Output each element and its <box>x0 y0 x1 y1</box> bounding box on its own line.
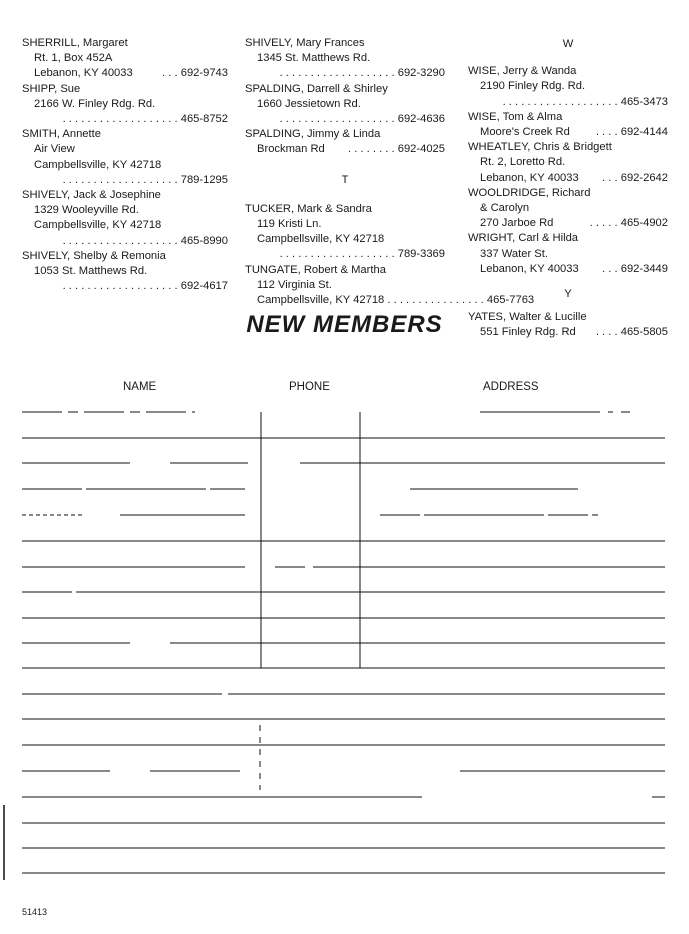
entry-phone: 465-8752 <box>180 113 228 126</box>
letter-heading-y: Y <box>564 288 572 301</box>
entry-phone: 692-4144 <box>620 126 668 139</box>
entry-phone: 465-8990 <box>180 234 228 247</box>
entry-address-phone-line: Brockman Rd . . . . . . . . 692-4025 <box>245 142 445 157</box>
entry-phone: 789-3369 <box>397 248 445 261</box>
phone-column-header: PHONE <box>289 381 330 393</box>
entry-phone: 465-7763 <box>486 294 535 307</box>
entry-phone-line: . . . . . . . . . . . . . . . . . . . 465-8990 <box>62 234 228 247</box>
entry-address-line: 119 Kristi Ln. <box>257 218 322 231</box>
entry-name: WRIGHT, Carl & Hilda <box>468 232 579 245</box>
entry-name: SPALDING, Jimmy & Linda <box>245 128 381 141</box>
entry-phone-line: . . . . . . . . . . . . . . . . . . . 692-4617 <box>62 280 228 293</box>
form-code: 51413 <box>22 907 48 917</box>
entry-address-phone-line: 270 Jarboe Rd . . . . . 465-4902 <box>468 216 668 231</box>
entry-address-line: 337 Water St. <box>480 247 548 260</box>
entry-address-line: 1053 St. Matthews Rd. <box>34 265 148 278</box>
entry-name: WISE, Jerry & Wanda <box>468 65 577 78</box>
entry-address-phone-line: Lebanon, KY 40033 . . . 692-3449 <box>468 262 668 277</box>
entry-name: TUCKER, Mark & Sandra <box>245 202 372 215</box>
entry-phone-line: . . . . . . . . . . . . . . . . . . . 789-1295 <box>62 173 228 186</box>
address-column-header: ADDRESS <box>483 381 539 393</box>
entry-phone: 465-4902 <box>620 217 668 230</box>
entry-name: WHEATLEY, Chris & Bridgett <box>468 141 612 154</box>
entry-phone: 692-3449 <box>620 262 668 275</box>
entry-address-line: Rt. 2, Loretto Rd. <box>480 156 566 169</box>
entry-address-line: 1329 Wooleyville Rd. <box>34 204 139 217</box>
entry-phone-line: . . . . . . . . . . . . . . . . . . . 692-4636 <box>279 113 445 126</box>
entry-name: YATES, Walter & Lucille <box>468 311 587 324</box>
entry-phone: 692-4025 <box>397 143 445 156</box>
letter-heading-t: T <box>341 173 349 186</box>
new-members-title: NEW MEMBERS <box>246 311 443 338</box>
entry-name: SHIVELY, Shelby & Remonia <box>22 249 166 262</box>
entry-address-phone-line: Lebanon, KY 40033 . . . 692-2642 <box>468 171 668 186</box>
entry-name: SPALDING, Darrell & Shirley <box>245 82 388 95</box>
entry-phone: 465-5805 <box>620 326 668 339</box>
entry-name: SMITH, Annette <box>22 128 101 141</box>
entry-address-phone-line: Campbellsville, KY 42718 . . . . . . . . . . . . . . . . 465-7763 <box>245 293 445 308</box>
entry-address-line: Air View <box>34 143 75 156</box>
entry-phone-line: . . . . . . . . . . . . . . . . . . . 692-3290 <box>279 67 445 80</box>
entry-phone: 692-4617 <box>180 280 228 293</box>
entry-name: SHIVELY, Mary Frances <box>245 37 365 49</box>
entry-phone: 789-1295 <box>180 173 228 186</box>
entry-phone: 692-3290 <box>397 67 445 80</box>
entry-address-line: 1345 St. Matthews Rd. <box>257 52 371 65</box>
entry-address-line: 112 Virginia St. <box>257 278 332 291</box>
entry-address-line: 2166 W. Finley Rdg. Rd. <box>34 97 156 110</box>
entry-address-line: Campbellsville, KY 42718 <box>34 219 162 232</box>
entry-address-phone-line: Lebanon, KY 40033 . . . 692-9743 <box>22 66 228 81</box>
entry-phone-line: . . . . . . . . . . . . . . . . . . . 465-3473 <box>502 95 668 108</box>
entry-address-phone-line: Moore's Creek Rd . . . . 692-4144 <box>468 125 668 140</box>
entry-phone: 692-2642 <box>620 171 668 184</box>
entry-phone: 692-4636 <box>397 113 445 126</box>
entry-address-line: 2190 Finley Rdg. Rd. <box>480 80 586 93</box>
entry-name: SHERRILL, Margaret <box>22 37 128 49</box>
letter-heading-w: W <box>562 38 574 50</box>
entry-address-line: Rt. 1, Box 452A <box>34 52 113 65</box>
entry-name: TUNGATE, Robert & Martha <box>245 263 386 276</box>
entry-phone: 465-3473 <box>620 95 668 108</box>
entry-address-line: & Carolyn <box>480 202 530 215</box>
entry-name: WISE, Tom & Alma <box>468 110 563 123</box>
entry-phone: 692-9743 <box>180 67 228 80</box>
entry-phone-line: . . . . . . . . . . . . . . . . . . . 789-3369 <box>279 248 445 261</box>
entry-address-line: 1660 Jessietown Rd. <box>257 97 361 110</box>
entry-name: WOOLDRIDGE, Richard <box>468 186 591 199</box>
entry-address-phone-line: 551 Finley Rdg. Rd . . . . 465-5805 <box>468 325 668 340</box>
entry-address-line: Campbellsville, KY 42718 <box>34 158 162 171</box>
entry-name: SHIVELY, Jack & Josephine <box>22 189 161 202</box>
name-column-header: NAME <box>123 381 157 393</box>
entry-address-line: Campbellsville, KY 42718 <box>257 233 385 246</box>
entry-name: SHIPP, Sue <box>22 82 81 95</box>
entry-phone-line: . . . . . . . . . . . . . . . . . . . 465-8752 <box>62 113 228 126</box>
